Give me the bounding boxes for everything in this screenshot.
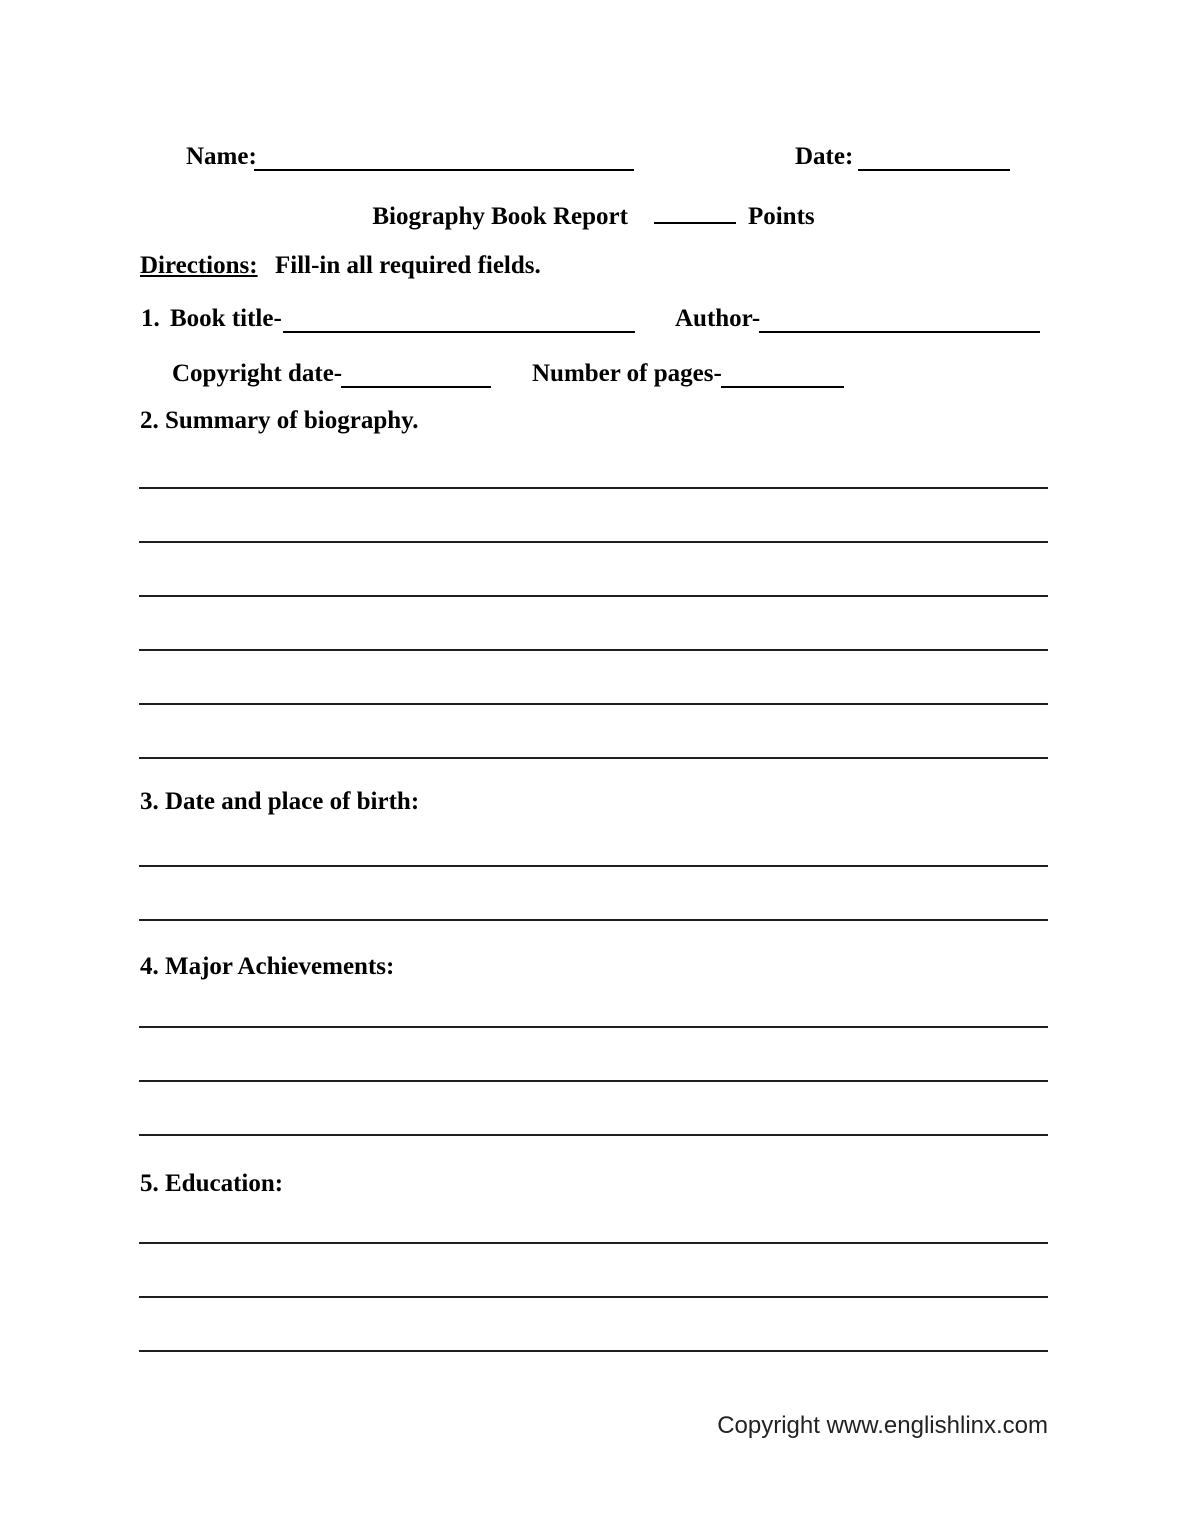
copyright-date-label: Copyright date- <box>172 360 343 387</box>
ruled-line <box>139 919 1048 921</box>
ruled-line <box>139 757 1048 759</box>
directions-row <box>0 250 1187 284</box>
item-number: 1. <box>141 305 160 332</box>
ruled-line <box>139 487 1048 489</box>
section-heading-achievements: 4. Major Achievements: <box>140 953 395 980</box>
copyright-pages-row <box>0 358 1187 392</box>
page-title: Biography Book Report <box>372 203 628 230</box>
ruled-line <box>139 865 1048 867</box>
author-blank-line <box>759 303 1040 333</box>
achievements-ruled-lines <box>139 1026 1048 1188</box>
book-title-blank-line <box>283 303 635 333</box>
name-label: Name: <box>186 143 257 170</box>
points-blank-line <box>654 196 736 224</box>
ruled-line <box>139 649 1048 651</box>
date-blank-line <box>858 141 1010 171</box>
ruled-line <box>139 1242 1048 1244</box>
ruled-line <box>139 1026 1048 1028</box>
section-heading-education: 5. Education: <box>140 1170 284 1197</box>
author-label: Author- <box>675 305 761 332</box>
summary-ruled-lines <box>139 487 1048 811</box>
book-title-row <box>0 303 1187 337</box>
copyright-date-blank-line <box>341 358 491 388</box>
copyright-text: Copyright www.englishlinx.com <box>717 1412 1048 1439</box>
ruled-line <box>139 1350 1048 1352</box>
directions-label: Directions: <box>140 252 258 279</box>
number-of-pages-label: Number of pages- <box>532 360 722 387</box>
ruled-line <box>139 541 1048 543</box>
ruled-line <box>139 1296 1048 1298</box>
ruled-line <box>139 1080 1048 1082</box>
book-title-label: Book title- <box>170 305 282 332</box>
date-label: Date: <box>795 143 854 170</box>
ruled-line <box>139 595 1048 597</box>
points-label: Points <box>747 203 815 230</box>
section-heading-summary: 2. Summary of biography. <box>140 407 419 434</box>
title-row <box>0 196 1187 233</box>
name-blank-line <box>254 141 634 171</box>
directions-text: Fill-in all required fields. <box>275 252 541 279</box>
ruled-line <box>139 703 1048 705</box>
header-row <box>0 141 1187 175</box>
education-ruled-lines <box>139 1242 1048 1404</box>
section-heading-birth: 3. Date and place of birth: <box>140 788 420 815</box>
ruled-line <box>139 1134 1048 1136</box>
number-of-pages-blank-line <box>721 358 844 388</box>
